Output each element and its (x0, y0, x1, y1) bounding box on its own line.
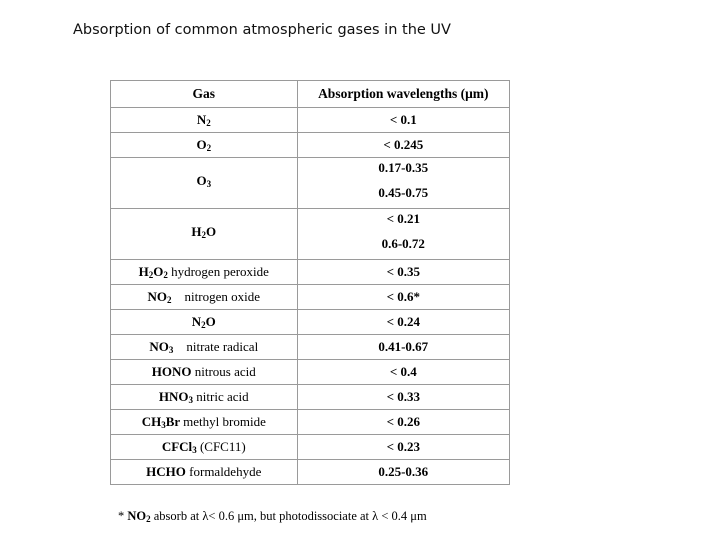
wavelength-cell (297, 158, 509, 209)
table-row (111, 133, 510, 158)
wavelength-value: < 0.35 (386, 264, 420, 279)
table-row (111, 360, 510, 385)
wavelength-value: < 0.245 (383, 137, 424, 152)
gas-cell (111, 133, 298, 158)
wavelength-value: 0.41-0.67 (378, 339, 429, 354)
wavelength-value: < 0.24 (386, 314, 420, 329)
table-row (111, 410, 510, 435)
wavelength-cell (297, 360, 509, 385)
gas-cell (111, 435, 298, 460)
gas-formula: $N_2$ (196, 112, 211, 128)
header-wavelengths: Absorption wavelengths (μm) (297, 81, 509, 108)
table-row (111, 460, 510, 485)
wavelength-value: < 0.4 (389, 364, 417, 379)
gas-name: nitrate radical (186, 339, 259, 354)
absorption-table (110, 80, 510, 485)
wavelength-cell (297, 209, 509, 260)
table-row (111, 108, 510, 133)
gas-cell (111, 209, 298, 260)
gas-formula: $H_2O$ (191, 223, 217, 240)
gas-formula: $HNO_3$ nitric acid (158, 389, 249, 405)
gas-cell (111, 460, 298, 485)
gas-cell (111, 410, 298, 435)
gas-name: nitric acid (196, 389, 249, 404)
table-row (111, 385, 510, 410)
gas-name: methyl bromide (183, 414, 266, 429)
table-row (111, 285, 510, 310)
wavelength-cell (297, 460, 509, 485)
gas-formula: HCHO formaldehyde (146, 464, 262, 479)
wavelength-value: < 0.1 (389, 112, 417, 127)
gas-cell (111, 108, 298, 133)
gas-formula: CFCl$_3$ (CFC11) (161, 439, 246, 455)
wavelength-value: 0.45-0.75 (378, 185, 429, 200)
wavelength-cell (297, 260, 509, 285)
table-row (111, 260, 510, 285)
gas-formula: $CH_3Br$ methyl bromide (141, 414, 266, 430)
gas-formula: HONO nitrous acid (151, 364, 256, 379)
page-title: Absorption of common atmospheric gases in the UV (73, 22, 451, 38)
gas-cell (111, 385, 298, 410)
wavelength-value: < 0.6* (386, 289, 420, 304)
gas-name: (CFC11) (199, 439, 246, 454)
gas-name: nitrogen oxide (184, 289, 260, 304)
wavelength-value: 0.6-0.72 (381, 236, 425, 251)
footnote-species: $NO_2$ (127, 509, 151, 524)
wavelength-value: < 0.33 (386, 389, 420, 404)
table-body (111, 108, 510, 485)
gas-cell (111, 335, 298, 360)
wavelength-cell (297, 335, 509, 360)
gas-cell (111, 360, 298, 385)
table-row (111, 158, 510, 209)
gas-cell (111, 158, 298, 209)
wavelength-cell (297, 410, 509, 435)
gas-name: nitrous acid (194, 364, 256, 379)
table-row (111, 310, 510, 335)
table-header-row (111, 81, 510, 108)
table-row (111, 435, 510, 460)
wavelength-cell (297, 133, 509, 158)
gas-formula: $O_2$ (196, 137, 212, 153)
wavelength-value: < 0.21 (386, 211, 420, 226)
wavelength-cell (297, 108, 509, 133)
wavelength-value: < 0.23 (386, 439, 420, 454)
wavelength-cell (297, 285, 509, 310)
gas-name: hydrogen peroxide (171, 264, 269, 279)
wavelength-value: < 0.26 (386, 414, 420, 429)
gas-formula: $H_2O_2$ hydrogen peroxide (138, 264, 269, 280)
gas-cell (111, 260, 298, 285)
wavelength-cell (297, 310, 509, 335)
table-row (111, 335, 510, 360)
gas-formula: $N_2O$ (191, 314, 216, 330)
gas-cell (111, 310, 298, 335)
gas-name: formaldehyde (189, 464, 262, 479)
header-gas: Gas (111, 81, 298, 108)
wavelength-value: 0.25-0.36 (378, 464, 429, 479)
footnote (118, 509, 427, 524)
wavelength-value: 0.17-0.35 (378, 160, 429, 175)
wavelength-cell (297, 385, 509, 410)
footnote-prefix: * (118, 509, 128, 523)
gas-formula: $NO_2$ nitrogen oxide (147, 289, 260, 305)
gas-cell (111, 285, 298, 310)
table-row (111, 209, 510, 260)
wavelength-cell (297, 435, 509, 460)
gas-formula: $O_3$ (196, 172, 212, 189)
gas-formula: $NO_3$ nitrate radical (149, 339, 259, 355)
footnote-text: absorb at λ< 0.6 μm, but photodissociate at λ < 0.4 μm (150, 509, 427, 523)
